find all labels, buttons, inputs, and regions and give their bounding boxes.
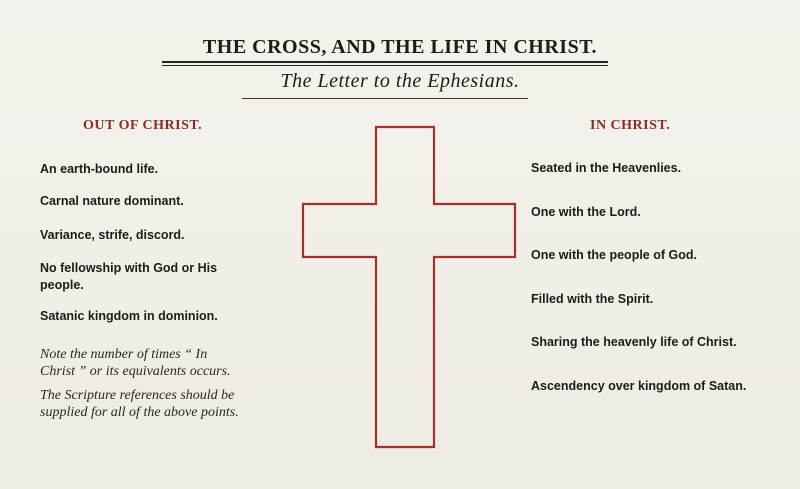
in-item-one-with-lord: One with the Lord.: [531, 205, 641, 219]
out-of-christ-heading: OUT OF CHRIST.: [83, 118, 203, 133]
in-christ-heading: IN CHRIST.: [590, 118, 671, 133]
note-line-3: The Scripture references should be: [40, 388, 235, 403]
note-line-1: Note the number of times “ In: [40, 347, 208, 362]
in-item-heavenly-life: Sharing the heavenly life of Christ.: [531, 335, 737, 349]
out-item-satanic-kingdom: Satanic kingdom in dominion.: [40, 309, 218, 323]
in-item-ascendency: Ascendency over kingdom of Satan.: [531, 379, 747, 393]
out-item-no-fellowship: No fellowship with God or His: [40, 261, 218, 275]
note-line-4: supplied for all of the above points.: [40, 405, 239, 420]
page-title: THE CROSS, AND THE LIFE IN CHRIST.: [202, 36, 598, 58]
out-item-no-fellowship-cont: people.: [40, 278, 84, 292]
in-item-people-of-god: One with the people of God.: [531, 248, 697, 262]
out-item-variance: Variance, strife, discord.: [40, 228, 185, 242]
cross-outline: [303, 127, 515, 447]
out-item-carnal-nature: Carnal nature dominant.: [40, 194, 184, 208]
in-item-heavenlies: Seated in the Heavenlies.: [531, 161, 682, 175]
page-subtitle: The Letter to the Ephesians.: [280, 70, 520, 92]
in-item-filled-spirit: Filled with the Spirit.: [531, 292, 654, 306]
out-item-earth-bound: An earth-bound life.: [40, 162, 159, 176]
note-line-2: Christ ” or its equivalents occurs.: [40, 364, 231, 379]
